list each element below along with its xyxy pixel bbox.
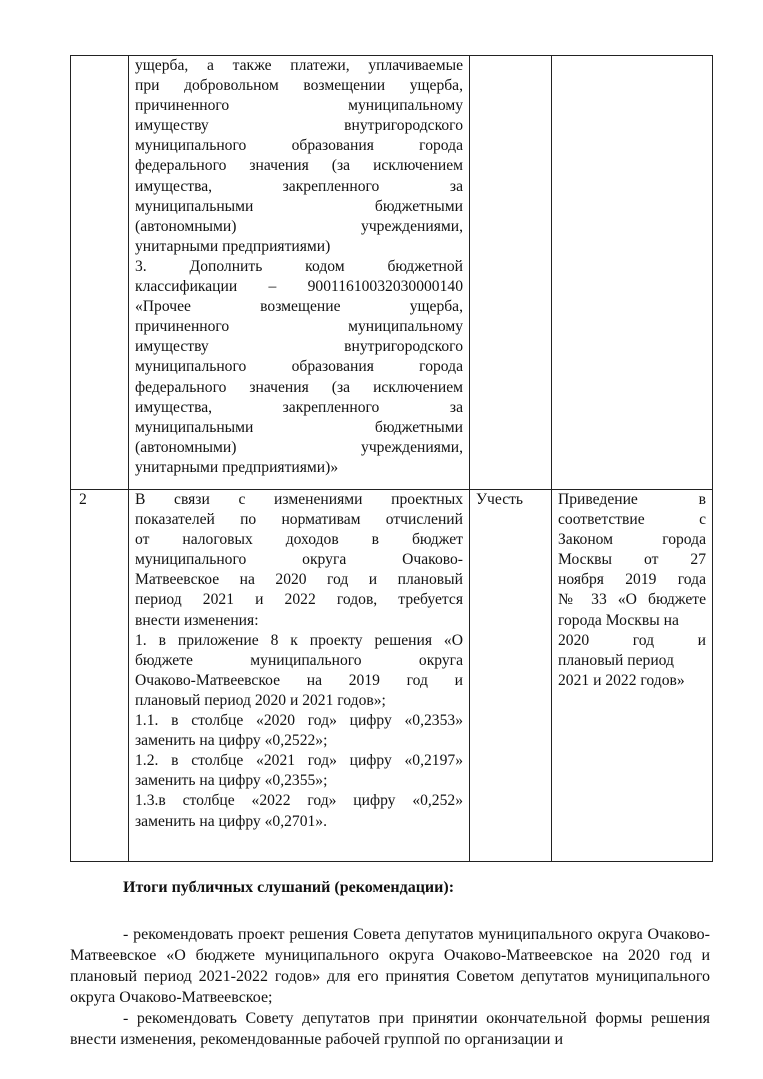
text-line: имущества, закрепленного за: [135, 398, 463, 416]
text-line: муниципального образования города: [135, 358, 463, 376]
text-line: № 33 «О бюджете: [558, 591, 706, 609]
text-line: города Москвы на: [558, 611, 679, 629]
summary-heading: Итоги публичных слушаний (рекомендации):: [123, 879, 455, 896]
text-line: причиненного муниципальному: [135, 97, 463, 115]
text-line: имуществу внутригородского: [135, 117, 463, 135]
text-line: муниципального образования города: [135, 137, 463, 155]
text-line: Законом города: [558, 531, 706, 549]
text-line: муниципального округа Очаково-: [135, 551, 463, 569]
text-line: 1.3.в столбце «2022 год» цифру «0,252»: [135, 792, 463, 810]
table-row: [71, 490, 713, 862]
proposal-text-cell: [129, 56, 470, 490]
text-line: показателей по нормативам отчислений: [135, 511, 463, 529]
text-line: «Прочее возмещение ущерба,: [135, 298, 463, 316]
text-line: Матвеевское на 2020 год и плановый: [135, 571, 463, 589]
text-line: классификации – 90011610032030000140: [135, 278, 463, 296]
text-line: от налоговых доходов в бюджет: [135, 531, 463, 549]
text-line: бюджете муниципального округа: [135, 651, 463, 669]
summary-paragraph: - рекомендовать проект решения Совета депутатов муниципального округа Очаково-Матвеевское «О бюджете муниципального округа Очаково-Матвеевское на 2020 год и плановый период 2021-2022 годов» для его принятия Советом депутатов муниципального округа Очаково-Матвеевское;: [70, 926, 710, 1006]
text-line: Очаково-Матвеевское на 2019 год и: [135, 671, 463, 689]
text-line: (автономными) учреждениями,: [135, 217, 463, 235]
text-line: 3. Дополнить кодом бюджетной: [135, 257, 463, 275]
summary-section: [70, 877, 710, 1050]
justification-cell: [552, 490, 713, 862]
text-line: ущерба, а также платежи, уплачиваемые: [135, 57, 463, 74]
decision-cell: Учесть: [470, 490, 552, 862]
proposal-text-cell: [129, 490, 470, 862]
text-line: имуществу внутригородского: [135, 338, 463, 356]
text-line: 2021 и 2022 годов»: [558, 671, 685, 689]
amendments-table: [70, 55, 713, 862]
text-line: плановый период 2020 и 2021 годов»;: [135, 691, 386, 709]
decision-cell: [470, 56, 552, 490]
text-line: 1. в приложение 8 к проекту решения «О: [135, 631, 463, 649]
table-row: [71, 56, 713, 490]
text-line: унитарными предприятиями)»: [135, 458, 339, 476]
text-line: (автономными) учреждениями,: [135, 438, 463, 456]
justification-text-block: [558, 490, 706, 691]
justification-cell: [552, 56, 713, 490]
text-line: муниципальными бюджетными: [135, 418, 463, 436]
summary-paragraph: - рекомендовать Совету депутатов при принятии окончательной формы решения внести изменения, рекомендованные рабочей группой по организации и: [70, 1010, 710, 1048]
text-line: плановый период: [558, 651, 674, 669]
text-line: Приведение в: [558, 491, 706, 508]
text-line: 2020 год и: [558, 631, 706, 649]
text-line: заменить на цифру «0,2522»;: [135, 732, 328, 750]
row-number-cell: 2: [71, 490, 129, 862]
text-line: при добровольном возмещении ущерба,: [135, 77, 463, 95]
text-line: причиненного муниципальному: [135, 318, 463, 336]
text-line: Москвы от 27: [558, 551, 706, 569]
proposal-text-block: [135, 56, 463, 478]
text-line: имущества, закрепленного за: [135, 177, 463, 195]
text-line: федерального значения (за исключением: [135, 378, 463, 396]
text-line: внести изменения:: [135, 611, 259, 629]
proposal-text-block: [135, 490, 463, 832]
text-line: унитарными предприятиями): [135, 237, 331, 255]
text-line: муниципальными бюджетными: [135, 197, 463, 215]
text-line: соответствие с: [558, 511, 706, 529]
text-line: заменить на цифру «0,2701».: [135, 812, 328, 830]
row-number-cell: [71, 56, 129, 490]
text-line: период 2021 и 2022 годов, требуется: [135, 591, 463, 609]
text-line: заменить на цифру «0,2355»;: [135, 772, 328, 790]
text-line: федерального значения (за исключением: [135, 157, 463, 175]
text-line: 1.1. в столбце «2020 год» цифру «0,2353»: [135, 712, 463, 730]
text-line: 1.2. в столбце «2021 год» цифру «0,2197»: [135, 752, 463, 770]
text-line: ноября 2019 года: [558, 571, 706, 589]
text-line: В связи с изменениями проектных: [135, 491, 463, 508]
